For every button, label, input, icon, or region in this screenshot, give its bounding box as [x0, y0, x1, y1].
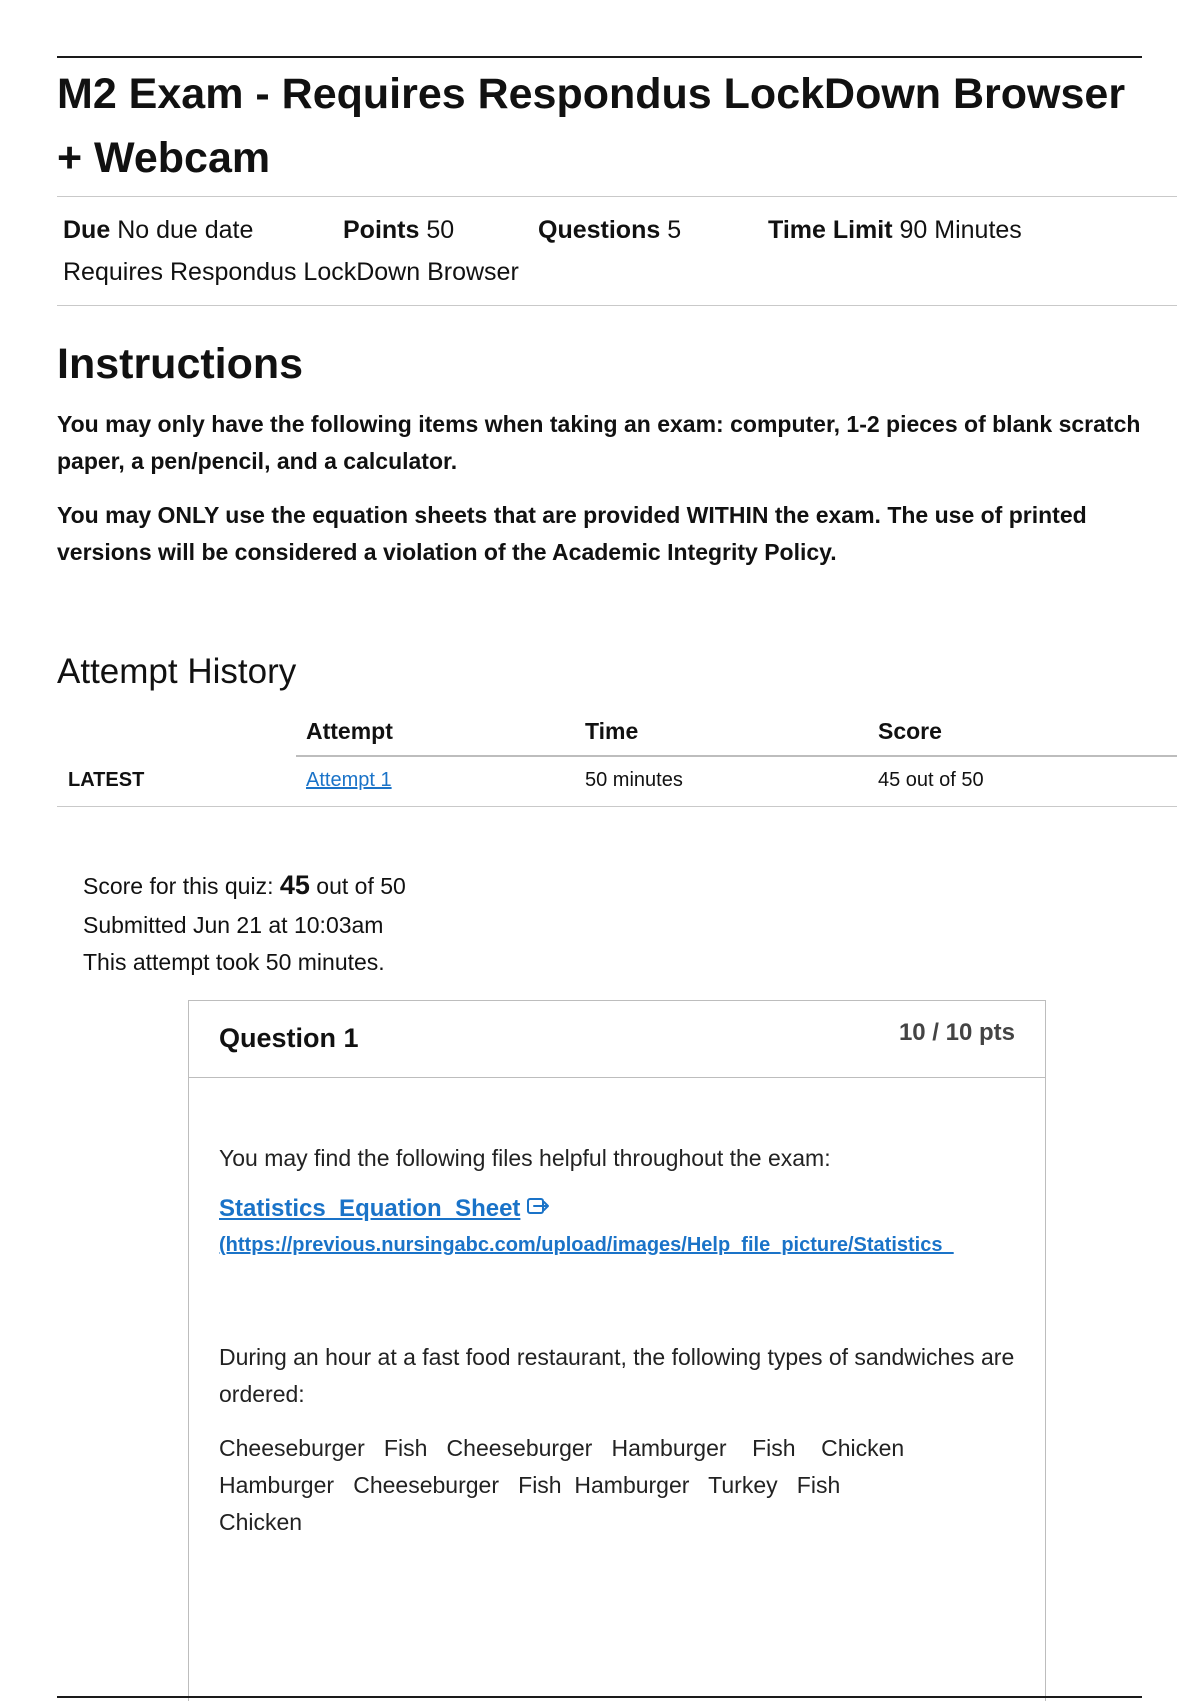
instructions-paragraph-2: You may ONLY use the equation sheets that are provided WITHIN the exam. The use of printed versions will be considered a violation of the Academic Integrity Policy. [57, 502, 1087, 565]
points-meta [343, 213, 454, 247]
question-prompt: During an hour at a fast food restaurant, the following types of sandwiches are ordered: [219, 1344, 1015, 1407]
time-limit-label: Time Limit [768, 216, 893, 244]
score-suffix: out of 50 [309, 873, 406, 899]
instructions-paragraph-1: You may only have the following items when taking an exam: computer, 1-2 pieces of blank scratch paper, a pen/pencil, and a calculator. [57, 411, 1141, 474]
latest-label: LATEST [68, 769, 145, 791]
quiz-score [83, 868, 406, 903]
time-limit-value: 90 Minutes [899, 216, 1022, 244]
attempt-score: 45 out of 50 [878, 769, 984, 791]
attempt-time: 50 minutes [585, 769, 683, 791]
question-header [189, 1001, 1045, 1078]
time-limit-meta [768, 213, 1022, 247]
question-title: Question 1 [219, 1023, 359, 1053]
table-header-divider [296, 755, 1177, 757]
top-rule [57, 56, 1142, 58]
sandwich-list-line-3: Chicken [219, 1509, 303, 1535]
question-intro: You may find the following files helpful throughout the exam: [219, 1145, 831, 1171]
score-value: 45 [279, 870, 310, 900]
meta-divider-bottom [57, 305, 1177, 306]
page-title: M2 Exam - Requires Respondus LockDown Browser + Webcam [57, 70, 1126, 182]
bottom-rule [57, 1696, 1142, 1698]
question-card [188, 1000, 1046, 1701]
points-value: 50 [426, 216, 455, 244]
sandwich-list-line-1: Cheeseburger Fish Cheeseburger Hamburger Fish Chicken [219, 1435, 905, 1461]
table-row-divider [57, 806, 1177, 807]
questions-value: 5 [667, 216, 682, 244]
score-prefix: Score for this quiz: [83, 873, 280, 899]
due-value: No due date [117, 216, 254, 244]
lockdown-requirement: Requires Respondus LockDown Browser [63, 258, 519, 286]
due-meta [63, 213, 253, 247]
due-label: Due [63, 216, 111, 244]
external-link-icon[interactable] [526, 1195, 552, 1224]
column-header-attempt: Attempt [306, 718, 393, 744]
instructions-heading: Instructions [57, 340, 304, 388]
column-header-time: Time [585, 718, 639, 744]
exam-page [57, 0, 1177, 1700]
sandwich-list-line-2: Hamburger Cheeseburger Fish Hamburger Turkey Fish [219, 1472, 841, 1498]
questions-meta [538, 213, 681, 247]
equation-sheet-line [219, 1195, 552, 1224]
attempt-history-heading: Attempt History [57, 652, 297, 691]
equation-sheet-url[interactable]: (https://previous.nursingabc.com/upload/images/Help_file_picture/Statistics_ [219, 1234, 954, 1256]
equation-sheet-link[interactable]: Statistics_Equation_Sheet [219, 1195, 521, 1222]
column-header-score: Score [878, 718, 942, 744]
attempt-1-link[interactable]: Attempt 1 [306, 769, 392, 791]
points-label: Points [343, 216, 420, 244]
submitted-time: Submitted Jun 21 at 10:03am [83, 912, 384, 938]
questions-label: Questions [538, 216, 661, 244]
meta-divider-top [57, 196, 1177, 197]
question-points: 10 / 10 pts [898, 1019, 1015, 1046]
attempt-duration: This attempt took 50 minutes. [83, 949, 385, 975]
